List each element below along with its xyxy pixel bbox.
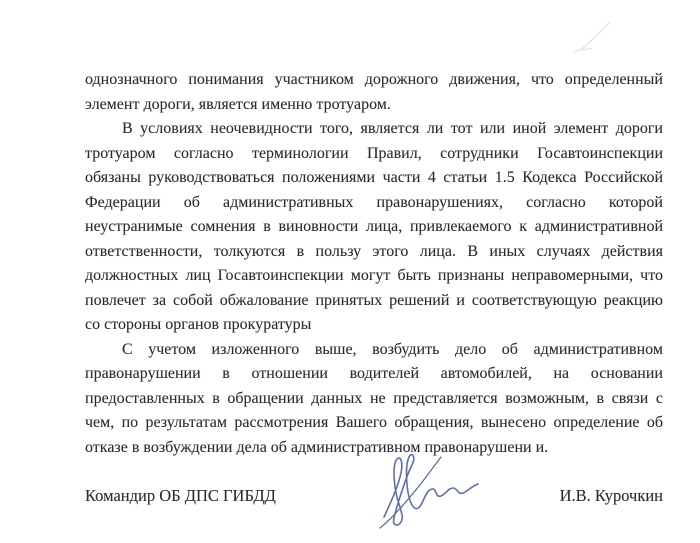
text-line: Федерации об административных правонарушениях, согласно которой <box>85 193 663 211</box>
text-line: тротуаром согласно терминологии Правил, сотрудники Госавтоинспекции <box>85 144 663 162</box>
text-line: чем, по результатам рассмотрения Вашего обращения, вынесено определение об <box>85 414 663 431</box>
text-line: предоставленных в обращении данных не представляется возможным, в связи с <box>85 389 663 407</box>
text-line: правонарушении в отношении водителей автомобилей, на основании <box>85 365 663 382</box>
signature-block <box>85 485 663 507</box>
paragraph-1 <box>85 68 663 117</box>
paragraph-2 <box>85 117 663 338</box>
text-line: обязаны руководствоваться положениями части 4 статьи 1.5 Кодекса Российской <box>85 169 663 186</box>
text-line: В условиях неочевидности того, является ли тот или иной элемент дороги <box>122 120 663 137</box>
faint-pencil-mark <box>552 12 624 64</box>
text-line: ответственности, толкуются в пользу этого лица. В иных случаях действия <box>85 242 663 260</box>
text-line: со стороны органов прокуратуры <box>85 316 312 333</box>
letter-body <box>85 68 663 460</box>
signer-title: Командир ОБ ДПС ГИБДД <box>85 486 276 505</box>
signer-name: И.В. Курочкин <box>559 486 663 505</box>
text-line: С учетом изложенного выше, возбудить дело об административном <box>122 340 663 358</box>
text-line: отказе в возбуждении дела об административном правонарушени и. <box>85 438 549 456</box>
text-line: однозначного понимания участником дорожного движения, что определенный <box>85 71 663 88</box>
text-line: повлечет за собой обжалование принятых решений и соответствующую реакцию <box>85 291 663 309</box>
paragraph-3 <box>85 338 663 461</box>
text-line: неустранимые сомнения в виновности лица, привлекаемого к административной <box>85 218 663 235</box>
text-line: должностных лиц Госавтоинспекции могут быть признаны неправомерными, что <box>85 267 663 284</box>
text-line: элемент дороги, является именно тротуаром. <box>85 95 391 113</box>
